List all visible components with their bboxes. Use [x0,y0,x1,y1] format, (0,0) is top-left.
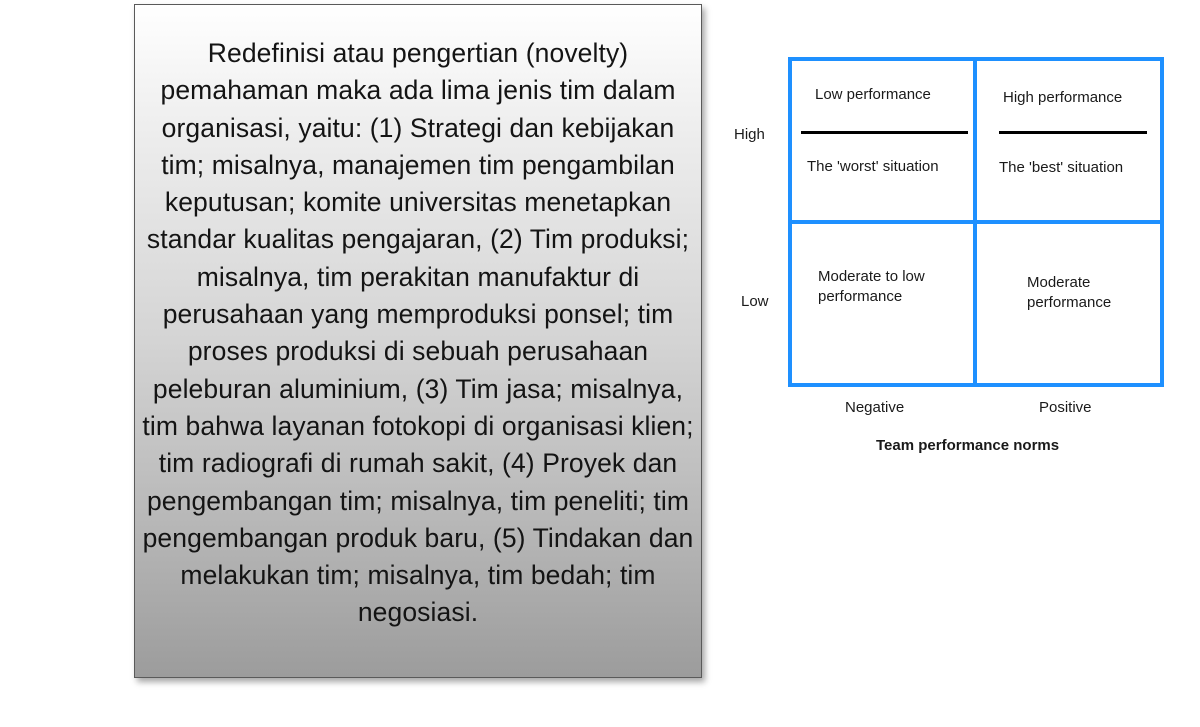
x-axis-title: Team performance norms [876,437,1060,454]
x-level-positive: Positive [1039,399,1092,416]
cell-heading-high-negative: Low performance [815,86,931,103]
x-level-negative: Negative [845,399,905,416]
separator-bar-left [801,131,968,134]
y-level-low: Low [741,293,769,310]
cell-body-high-positive: The 'best' situation [999,159,1124,176]
cell-heading-high-positive: High performance [1003,89,1123,106]
y-level-high: High [734,126,765,143]
separator-bar-right [999,131,1147,134]
cell-body-low-positive: Moderate performance [1027,274,1112,311]
description-box [134,4,702,678]
description-text: Redefinisi atau pengertian (novelty) pemahaman maka ada lima jenis tim dalam organisasi, yaitu: (1) Strategi dan kebijakan tim; misalnya, manajemen tim pengambilan keputusan; komite universitas menetapkan standar kualitas pengajaran, (2) Tim produksi; misalnya, tim perakitan manufaktur di perusahaan yang memproduksi ponsel; tim proses produksi di sebuah perusahaan peleburan aluminium, (3) Tim jasa; misalnya, tim bahwa layanan fotokopi di organisasi klien; tim radiografi di rumah sakit, (4) Proyek dan pengembangan tim; misalnya, tim peneliti; tim pengembangan produk baru, (5) Tindakan dan melakukan tim; misalnya, tim bedah; tim negosiasi. [142,38,694,628]
cell-body-high-negative: The 'worst' situation [807,158,939,175]
performance-matrix [788,57,1164,387]
cell-body-low-negative: Moderate to low performance [818,268,925,305]
matrix-divider-horizontal [788,220,1164,224]
